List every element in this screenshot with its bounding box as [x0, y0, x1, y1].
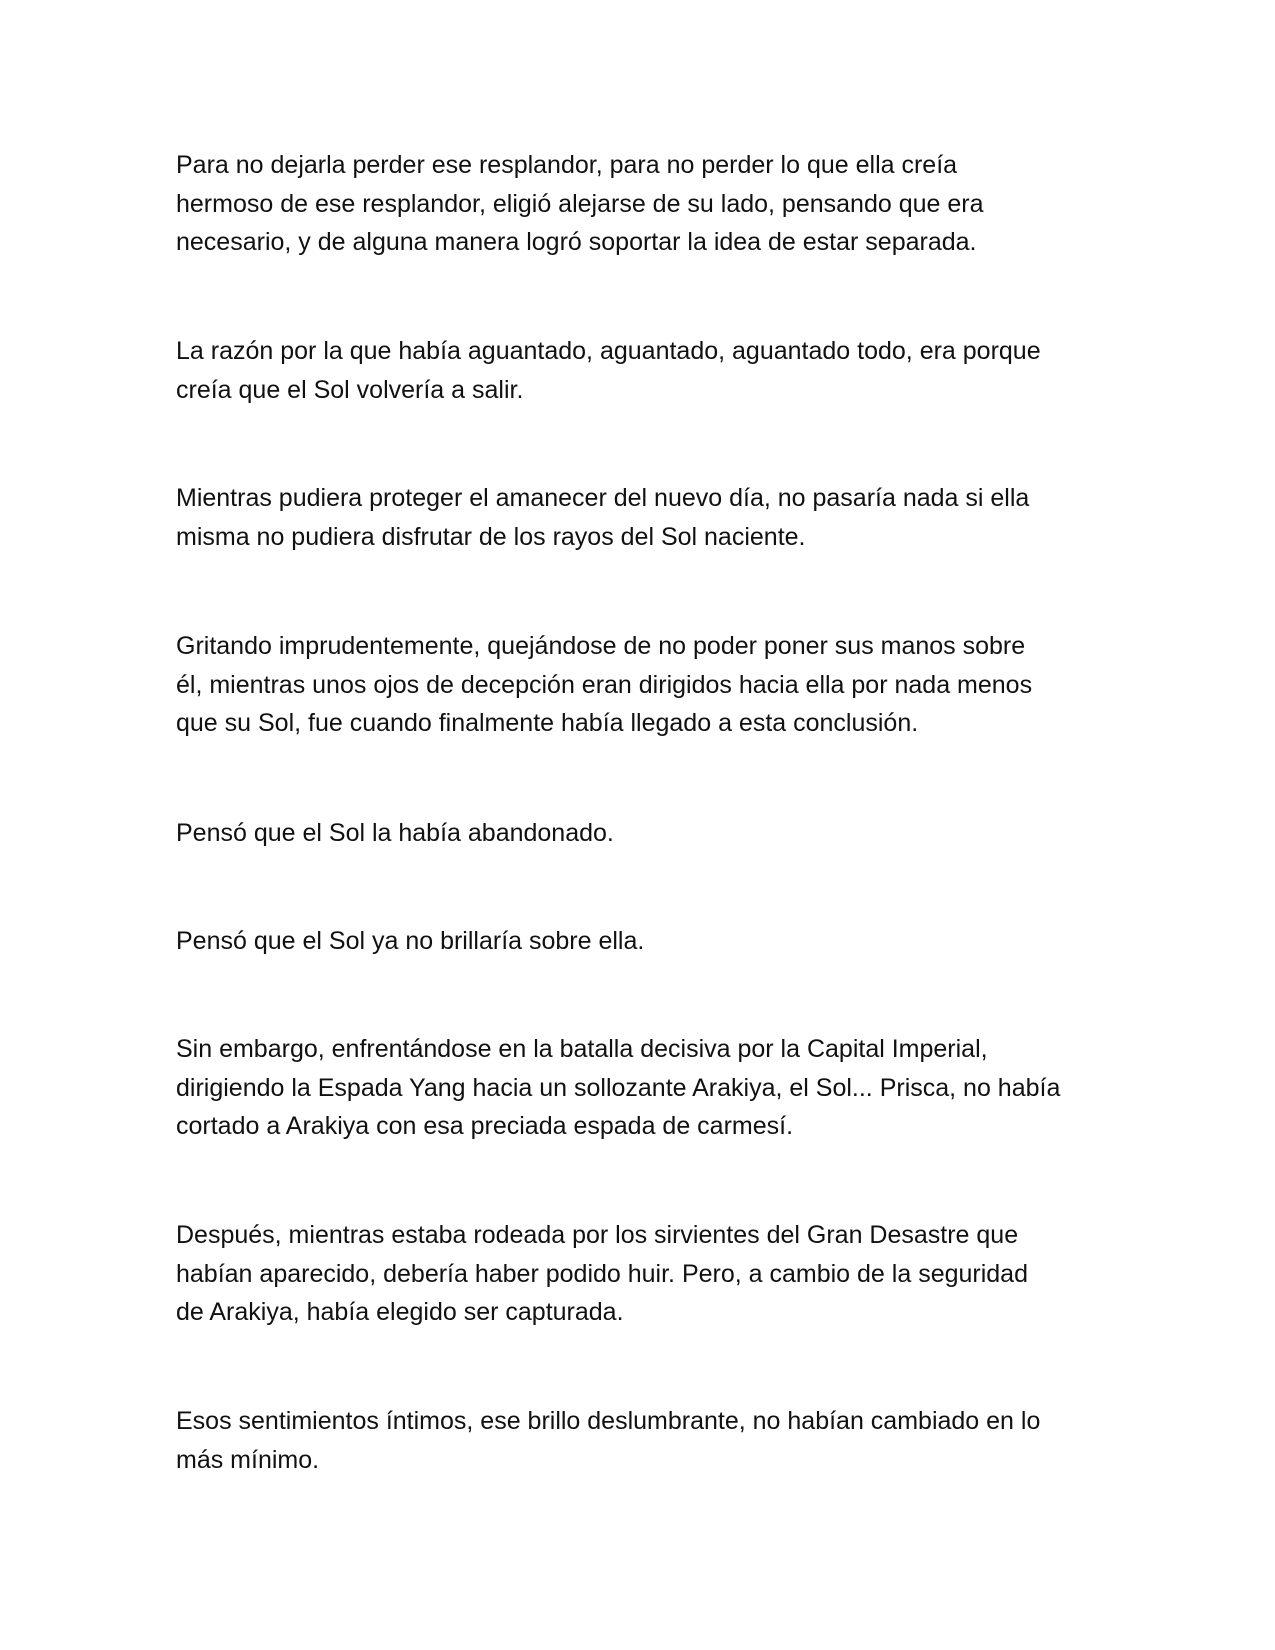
paragraph-1: Para no dejarla perder ese resplandor, para no perder lo que ella creía hermoso de ese resplandor, eligió alejarse de su lado, pensando que era necesario, y de alguna manera logró soportar la idea de estar separada. — [176, 151, 984, 256]
paragraph-6: Pensó que el Sol ya no brillaría sobre ella. — [176, 927, 645, 955]
paragraph-4: Gritando imprudentemente, quejándose de no poder poner sus manos sobre él, mientras unos ojos de decepción eran dirigidos hacia ella por nada menos que su Sol, fue cuando finalmente había llegado a esta conclusión. — [176, 632, 1033, 737]
paragraph-2: La razón por la que había aguantado, aguantado, aguantado todo, era porque creía que el Sol volvería a salir. — [176, 337, 1041, 404]
paragraph-7: Sin embargo, enfrentándose en la batalla decisiva por la Capital Imperial, dirigiendo la Espada Yang hacia un sollozante Arakiya, el Sol... Prisca, no había cortado a Arakiya con esa preciada espada de carmesí. — [176, 1035, 1061, 1140]
paragraph-9: Esos sentimientos íntimos, ese brillo deslumbrante, no habían cambiado en lo más mínimo. — [176, 1407, 1041, 1474]
paragraph-8: Después, mientras estaba rodeada por los sirvientes del Gran Desastre que habían aparecido, debería haber podido huir. Pero, a cambio de la seguridad de Arakiya, había elegido ser capturada. — [176, 1221, 1028, 1326]
paragraph-5: Pensó que el Sol la había abandonado. — [176, 819, 614, 847]
paragraph-3: Mientras pudiera proteger el amanecer del nuevo día, no pasaría nada si ella misma no pudiera disfrutar de los rayos del Sol naciente. — [176, 484, 1030, 551]
